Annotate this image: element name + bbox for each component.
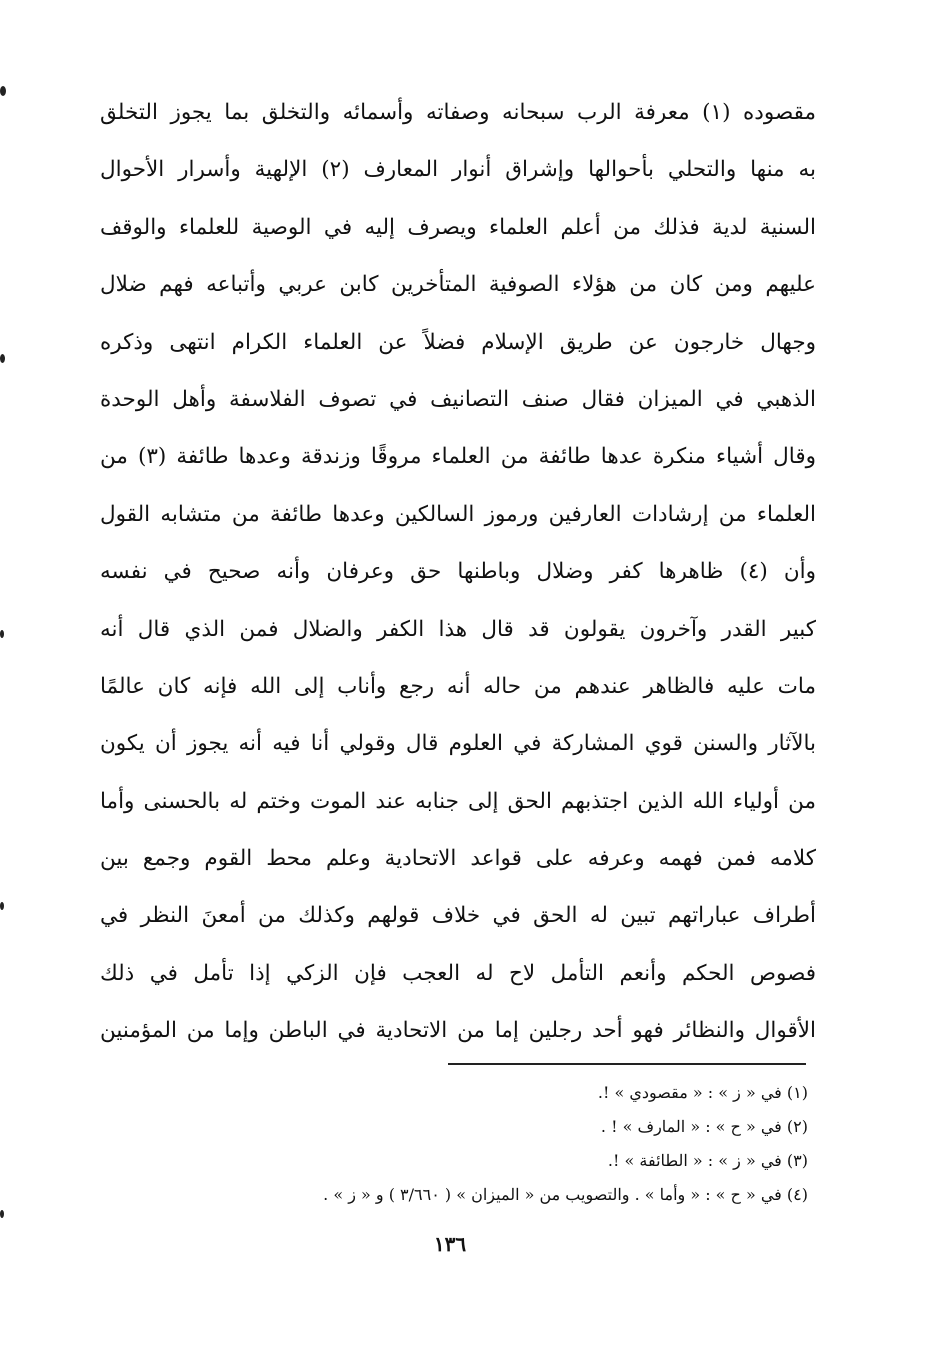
footnote: (٤) في « ح » : « وأما » . والتصويب من « الميزان » ( ٣/٦٦٠ ) و « ز » .	[323, 1185, 808, 1204]
text-line: العلماء من إرشادات العارفين ورموز السالكين وعدها طائفة من متشابه القول	[100, 501, 816, 527]
text-line: فصوص الحكم وأنعم التأمل لاح له العجب فإن الزكي إذا تأمل في ذلك	[100, 960, 816, 986]
page-number: ١٣٦	[433, 1232, 467, 1256]
footnote-separator	[448, 1063, 806, 1065]
text-line: عليهم ومن كان من هؤلاء الصوفية المتأخرين كابن عربي وأتباعه فهم ضلال	[100, 272, 816, 298]
scan-mark	[0, 902, 4, 910]
text-line: السنية لدية فذلك من أعلم العلماء ويصرف إليه في الوصية للعلماء والوقف	[100, 214, 816, 240]
text-line: بالآثار والسنن قوي المشاركة في العلوم قال وقولي أنا فيه أنه يجوز أن يكون	[100, 731, 816, 757]
footnote: (١) في « ز » : « مقصودي » !.	[597, 1083, 808, 1102]
footnote: (٢) في « ح » : « المارف » ! .	[600, 1117, 808, 1136]
main-text	[100, 84, 816, 1060]
scan-mark	[0, 1210, 4, 1218]
text-line: وجهال خارجون عن طريق الإسلام فضلاً عن العلماء الكرام انتهى وذكره	[100, 329, 816, 355]
text-line: الأقوال والنظائر فهو أحد رجلين إما من الاتحادية في الباطن وإما من المؤمنين	[100, 1018, 816, 1044]
text-line: أطراف عباراتهم تبين له الحق في خلاف قولهم وكذلك من أمعنَ النظر في	[100, 903, 816, 929]
text-line: الذهبي في الميزان فقال صنف التصانيف في تصوف الفلاسفة وأهل الوحدة	[100, 386, 816, 412]
text-line: من أولياء الله الذين اجتذبهم الحق إلى جنابه عند الموت وختم له بالحسنى وأما	[100, 788, 816, 814]
text-line: كلامه فمن فهمه وعرفه على قواعد الاتحادية وعلم محط القوم وجمع بين	[100, 846, 816, 872]
text-line: به منها والتحلي بأحوالها وإشراق أنوار المعارف (٢) الإلهية وأسرار الأحوال	[100, 157, 816, 183]
text-line: وقال أشياء منكرة عدها طائفة من العلماء مروقًا وزندقة وعدها طائفة (٣) من	[100, 444, 816, 470]
scan-mark	[0, 354, 5, 363]
scan-mark	[0, 86, 6, 96]
footnotes	[180, 1076, 808, 1212]
footnote: (٣) في « ز » : « الطائفة » !.	[607, 1151, 808, 1170]
text-line: كبير القدر وآخرون يقولون قد قال هذا الكفر والضلال فمن الذي قال أنه	[100, 616, 816, 642]
text-line: مات عليه فالظاهر عندهم من حاله أنه رجع وأناب إلى الله فإنه كان عالمًا	[100, 673, 816, 699]
text-line: وأن (٤) ظاهرها كفر وضلال وباطنها حق وعرفان وأنه صحيح في نفسه	[100, 559, 816, 585]
text-line: مقصوده (١) معرفة الرب سبحانه وصفاته وأسمائه والتخلق بما يجوز التخلق	[100, 100, 816, 125]
scan-mark	[0, 630, 4, 638]
